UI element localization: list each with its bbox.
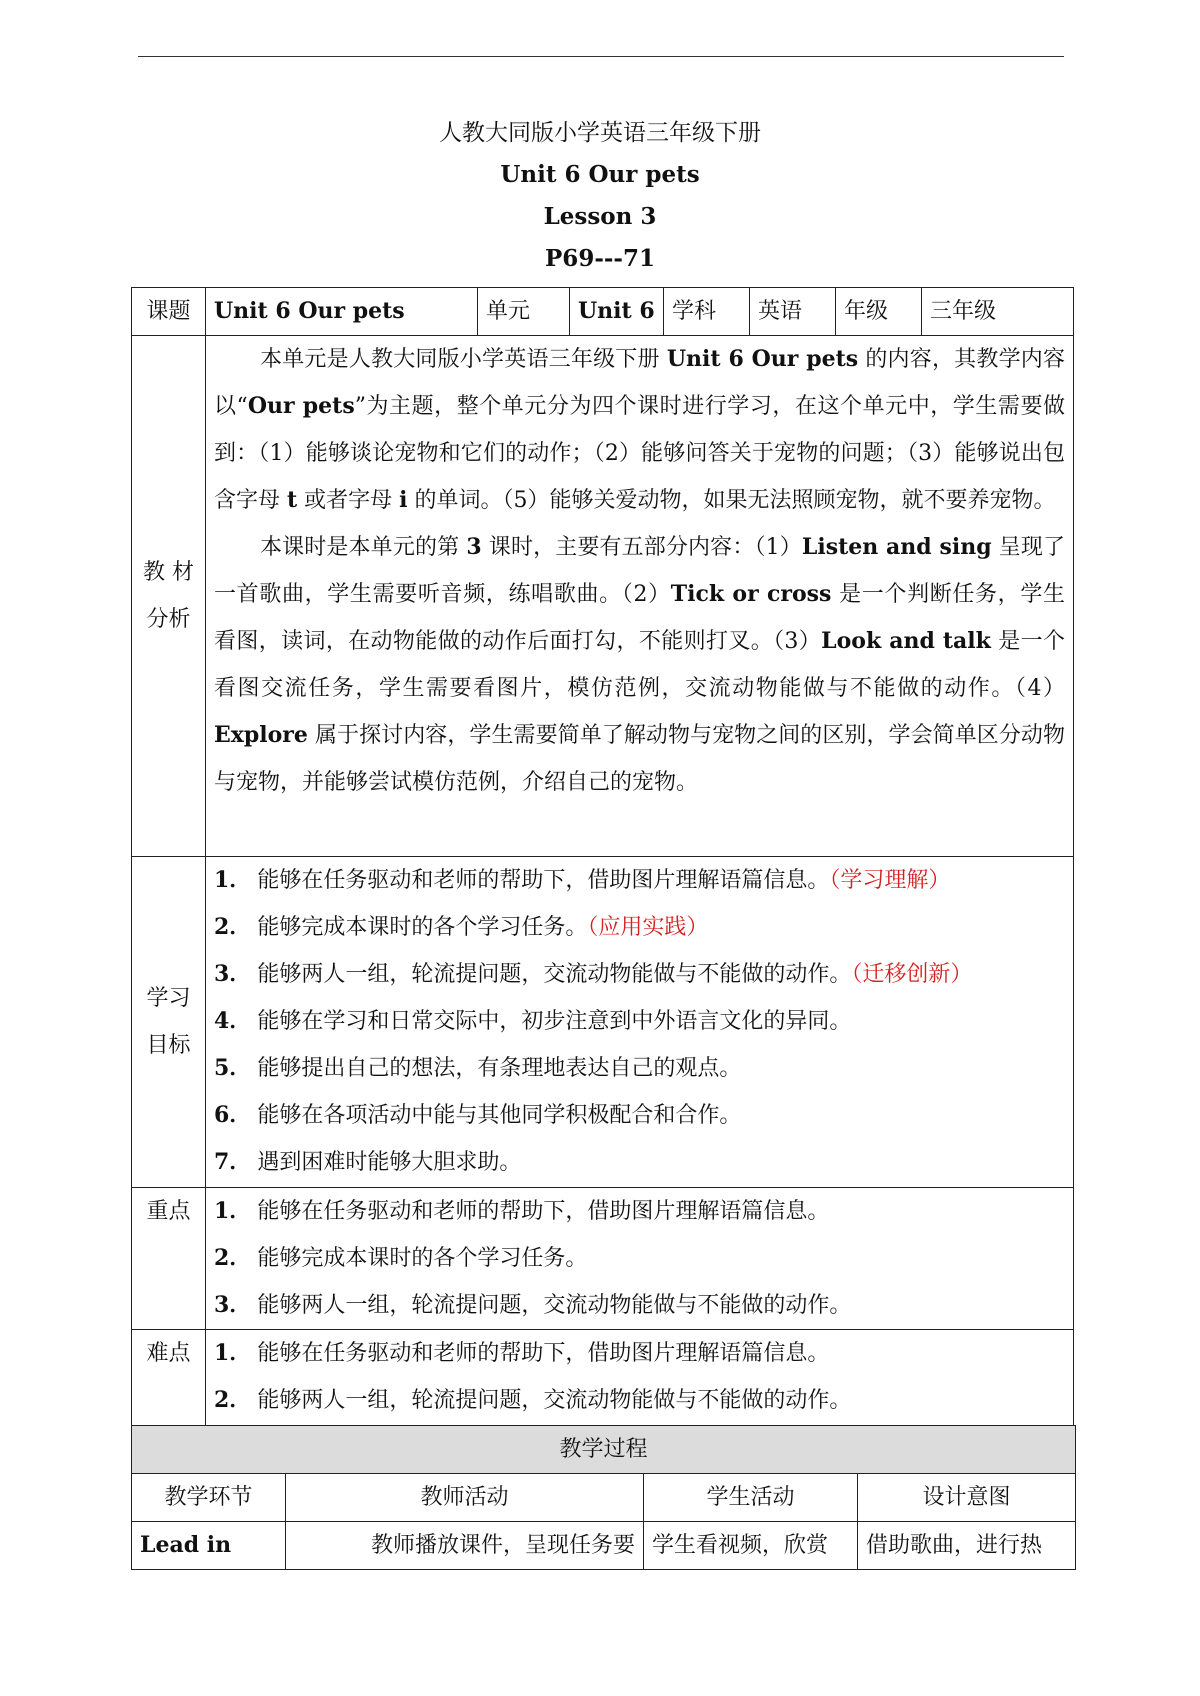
text-run: 或者字母 <box>297 488 400 513</box>
item-text: 能够完成本课时的各个学习任务。 <box>257 915 588 940</box>
topic-value: Unit 6 Our pets <box>206 288 478 336</box>
list-item <box>214 951 1065 998</box>
list-item <box>214 1330 1065 1377</box>
text-run: 课时，主要有五部分内容：（1） <box>481 535 802 560</box>
item-text: 能够在任务驱动和老师的帮助下，借助图片理解语篇信息。 <box>257 1341 830 1366</box>
list-item <box>214 1092 1065 1139</box>
item-number: 4． <box>214 1008 252 1034</box>
item-text: 能够两人一组，轮流提问题，交流动物能做与不能做的动作。 <box>257 1293 852 1318</box>
analysis-paragraph-1 <box>214 336 1065 524</box>
subject-value: 英语 <box>750 288 836 336</box>
objective-level-tag: （迁移创新） <box>851 962 973 987</box>
bold-run: 3 <box>466 534 482 560</box>
process-band-row <box>132 1426 1076 1474</box>
text-run: 本单元是人教大同版小学英语三年级下册 <box>260 347 667 372</box>
title-unit: Unit 6 Our pets <box>500 161 700 188</box>
process-design-purpose: 借助歌曲，进行热 <box>858 1522 1076 1570</box>
item-number: 2． <box>214 1387 252 1413</box>
item-number: 1． <box>214 867 252 893</box>
process-band: 教学过程 <box>132 1426 1076 1474</box>
item-text: 能够在任务驱动和老师的帮助下，借助图片理解语篇信息。 <box>257 1199 830 1224</box>
item-number: 1． <box>214 1198 252 1224</box>
list-item <box>214 1235 1065 1282</box>
subject-label: 学科 <box>664 288 750 336</box>
text-run: ”为主题，整个单元分为四个课时进行学习，在这个单元中，学生需要做到：（1）能够谈论宠物和它们的动作；（2）能够问答关于宠物的问题；（3）能够说出包含字母 <box>214 394 1066 513</box>
list-item <box>214 904 1065 951</box>
objectives-row <box>132 857 1074 1188</box>
bold-run: Our pets <box>247 393 355 419</box>
process-header-purpose: 设计意图 <box>858 1474 1076 1522</box>
item-text: 能够在学习和日常交际中，初步注意到中外语言文化的异同。 <box>257 1009 852 1034</box>
list-item <box>214 1377 1065 1424</box>
process-teacher-activity: 教师播放课件，呈现任务要 <box>286 1522 644 1570</box>
text-run: 的单词。（5）能够关爱动物，如果无法照顾宠物，就不要养宠物。 <box>407 488 1056 513</box>
objective-level-tag: （应用实践） <box>587 915 709 940</box>
item-text: 能够两人一组，轮流提问题，交流动物能做与不能做的动作。 <box>257 1388 852 1413</box>
header-row <box>132 288 1074 336</box>
key-points-row <box>132 1188 1074 1330</box>
item-number: 3． <box>214 961 252 987</box>
process-row <box>132 1522 1076 1570</box>
item-number: 3． <box>214 1292 252 1318</box>
title-textbook: 人教大同版小学英语三年级下册 <box>439 120 761 146</box>
item-number: 2． <box>214 914 252 940</box>
unit-label: 单元 <box>478 288 570 336</box>
analysis-row <box>132 336 1074 857</box>
process-header-teacher: 教师活动 <box>286 1474 644 1522</box>
item-number: 2． <box>214 1245 252 1271</box>
list-item <box>214 1282 1065 1329</box>
text-run: 本课时是本单元的第 <box>260 535 467 560</box>
list-item <box>214 857 1065 904</box>
item-number: 6． <box>214 1102 252 1128</box>
item-number: 5． <box>214 1055 252 1081</box>
list-item <box>214 1045 1065 1092</box>
item-text: 能够提出自己的想法，有条理地表达自己的观点。 <box>257 1056 742 1081</box>
objectives-label: 学习 目标 <box>132 857 206 1188</box>
process-header-stage: 教学环节 <box>132 1474 286 1522</box>
item-text: 遇到困难时能够大胆求助。 <box>257 1150 522 1175</box>
bold-run: Listen and sing <box>801 534 992 560</box>
difficulties-row <box>132 1330 1074 1426</box>
teaching-process-table <box>131 1425 1076 1570</box>
list-item <box>214 998 1065 1045</box>
analysis-label: 教 材 分析 <box>132 336 206 857</box>
difficulties-list <box>206 1330 1074 1426</box>
item-text: 能够两人一组，轮流提问题，交流动物能做与不能做的动作。 <box>257 962 852 987</box>
process-header-student: 学生活动 <box>644 1474 858 1522</box>
header-rule <box>138 56 1064 57</box>
list-item <box>214 1139 1065 1186</box>
text-run: 的内容，其教学内容以“ <box>214 347 1065 419</box>
text-run: 属于探讨内容，学生需要简单了解动物与宠物之间的区别，学会简单区分动物与宠物，并能够尝试模仿范例，介绍自己的宠物。 <box>214 723 1065 795</box>
key-points-label: 重点 <box>132 1188 206 1330</box>
bold-run: i <box>399 487 408 513</box>
analysis-paragraph-2 <box>214 524 1065 806</box>
item-text: 能够在任务驱动和老师的帮助下，借助图片理解语篇信息。 <box>257 868 830 893</box>
objective-level-tag: （学习理解） <box>829 868 951 893</box>
item-number: 7． <box>214 1149 252 1175</box>
text-run: 呈现了一首歌曲，学生需要听音频，练唱歌曲。（2） <box>214 535 1065 607</box>
process-stage: Lead in <box>132 1522 286 1570</box>
bold-run: Tick or cross <box>670 581 832 607</box>
lesson-info-table <box>131 287 1074 1426</box>
document-title-block <box>0 112 1200 280</box>
unit-value: Unit 6 <box>570 288 664 336</box>
bold-run: Look and talk <box>821 628 991 654</box>
objectives-list <box>206 857 1074 1188</box>
grade-label: 年级 <box>836 288 922 336</box>
item-number: 1． <box>214 1340 252 1366</box>
analysis-content <box>206 336 1074 857</box>
bold-run: Unit 6 Our pets <box>666 346 859 372</box>
difficulties-label: 难点 <box>132 1330 206 1426</box>
grade-value: 三年级 <box>922 288 1074 336</box>
process-student-activity: 学生看视频，欣赏 <box>644 1522 858 1570</box>
bold-run: t <box>287 487 298 513</box>
text-run: 是一个看图交流任务，学生需要看图片，模仿范例，交流动物能做与不能做的动作。（4） <box>214 629 1066 701</box>
item-text: 能够完成本课时的各个学习任务。 <box>257 1246 588 1271</box>
process-header-row <box>132 1474 1076 1522</box>
title-lesson: Lesson 3 <box>543 203 657 230</box>
item-text: 能够在各项活动中能与其他同学积极配合和合作。 <box>257 1103 742 1128</box>
bold-run: Explore <box>214 722 308 748</box>
list-item <box>214 1188 1065 1235</box>
topic-label: 课题 <box>132 288 206 336</box>
text-run: 是一个判断任务，学生看图，读词，在动物能做的动作后面打勾，不能则打叉。（3） <box>214 582 1065 654</box>
title-pages: P69---71 <box>545 245 655 272</box>
key-points-list <box>206 1188 1074 1330</box>
